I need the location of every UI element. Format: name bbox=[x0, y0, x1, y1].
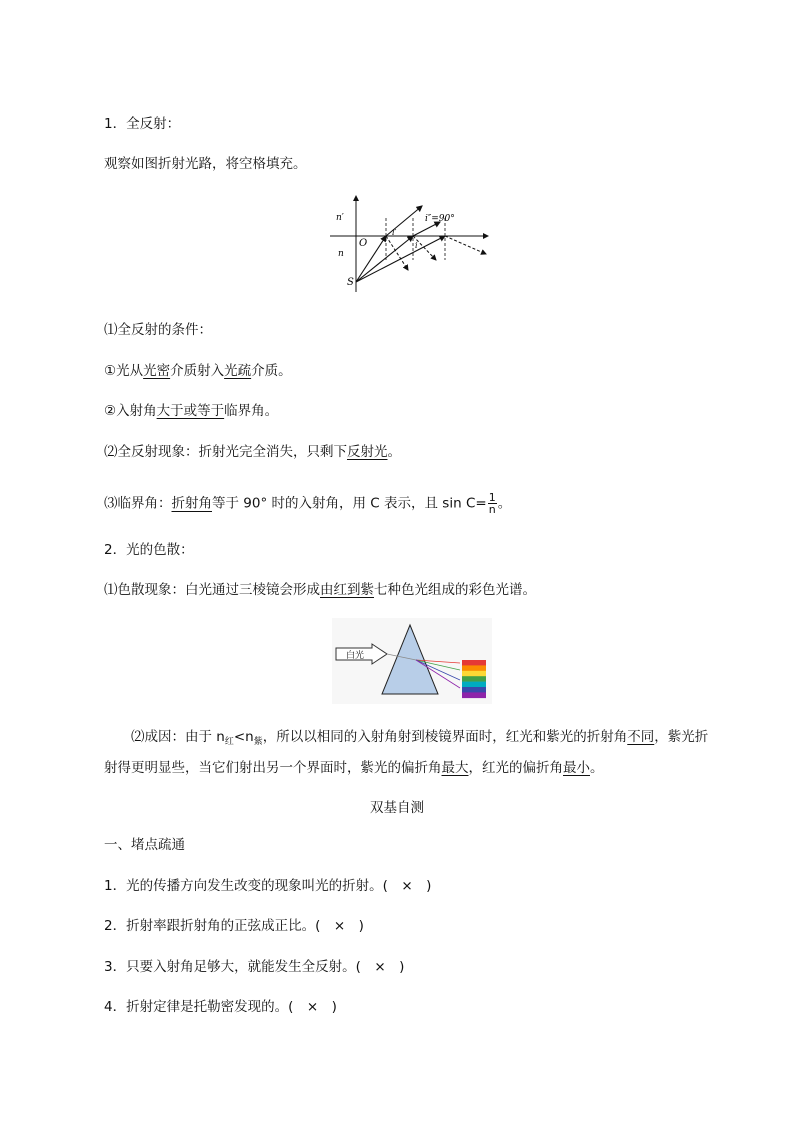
condition-1: ①光从光密介质射入光疏介质。 bbox=[104, 363, 292, 379]
question-2: 2．折射率跟折射角的正弦成正比。( × ) bbox=[104, 918, 364, 934]
label-n-prime: n′ bbox=[336, 213, 344, 223]
label-S: S bbox=[347, 277, 354, 288]
label-angle-i: i bbox=[415, 241, 418, 250]
section-1-title: 1．全反射： bbox=[104, 116, 181, 132]
question-1: 1．光的传播方向发生改变的现象叫光的折射。( × ) bbox=[104, 878, 432, 894]
total-reflection-phenomenon: ⑵全反射现象：折射光完全消失，只剩下反射光。 bbox=[104, 444, 401, 460]
fraction-1-over-n: $\frac{1}{n}$ bbox=[488, 491, 496, 516]
color-spectrum bbox=[462, 660, 486, 698]
spectrum-band bbox=[462, 692, 486, 698]
spectrum-band bbox=[462, 682, 486, 688]
dispersion-cause: ⑵成因：由于 $n_红<n_紫$，所以以相同的入射角射到棱镜界面时，红光和紫光的折射角不同，紫光折射得更明显些，当它们射出另一个界面时，紫光的偏折角最大，红光的偏折角最小。 bbox=[104, 729, 709, 776]
spectrum-band bbox=[462, 665, 486, 671]
question-3: 3．只要入射角足够大，就能发生全反射。( × ) bbox=[104, 959, 405, 975]
observe-instruction: 观察如图折射光路，将空格填充。 bbox=[104, 156, 307, 172]
sub-heading: 一、堵点疏通 bbox=[104, 837, 185, 853]
section-2-title: 2．光的色散： bbox=[104, 542, 194, 558]
question-4: 4．折射定律是托勒密发现的。( × ) bbox=[104, 999, 337, 1015]
critical-angle: ⑶临界角：折射角等于 90° 时的入射角，用 C 表示，且 sin C= $\frac{1}{n}$ 。 bbox=[104, 491, 512, 516]
label-angle-i-prime: i′ bbox=[392, 228, 397, 237]
white-light-label: 白光 bbox=[346, 651, 365, 661]
spectrum-band bbox=[462, 676, 486, 682]
condition-title: ⑴全反射的条件： bbox=[104, 322, 212, 338]
spectrum-band bbox=[462, 687, 486, 693]
refraction-diagram bbox=[328, 192, 496, 296]
spectrum-band bbox=[462, 660, 486, 666]
spectrum-band bbox=[462, 671, 486, 677]
prism-diagram bbox=[332, 618, 492, 704]
label-angle-90: i″=90° bbox=[425, 214, 455, 224]
label-n: n bbox=[338, 249, 344, 259]
condition-2: ②入射角大于或等于临界角。 bbox=[104, 403, 279, 419]
heading-double-basics: 双基自测 bbox=[370, 800, 424, 816]
label-O: O bbox=[359, 238, 368, 249]
dispersion-phenomenon: ⑴色散现象：白光通过三棱镜会形成由红到紫七种色光组成的彩色光谱。 bbox=[104, 582, 536, 598]
